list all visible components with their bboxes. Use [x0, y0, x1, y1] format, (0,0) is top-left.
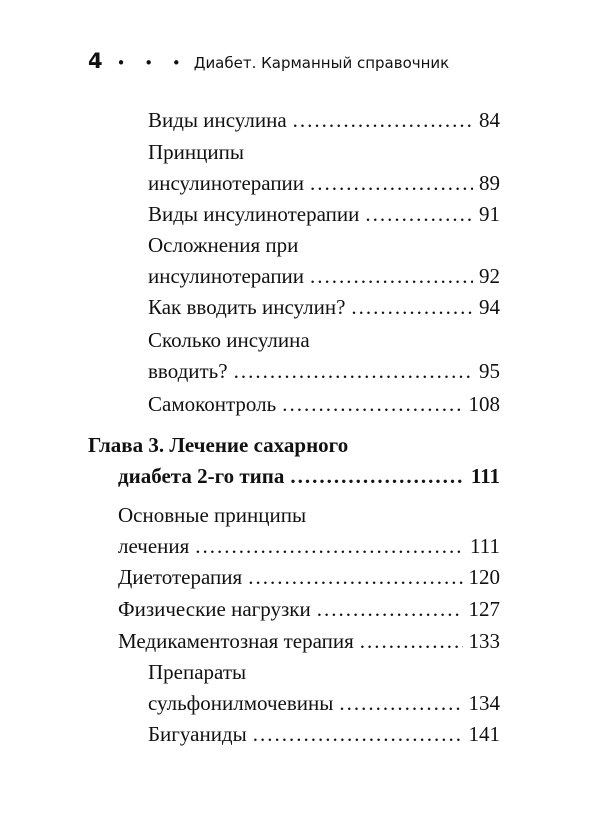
toc-page-number: 120	[468, 565, 500, 589]
toc-entry	[118, 626, 500, 657]
toc-entry-title: Бигуаниды	[148, 722, 247, 746]
page-number: 4	[88, 49, 103, 73]
toc-entry	[148, 230, 500, 292]
toc-entry-title: Как вводить инсулин?	[148, 295, 346, 319]
toc-entry	[148, 657, 500, 719]
toc-page-number: 91	[479, 202, 500, 226]
chapter-title: Глава 3. Лечение сахарного	[88, 433, 349, 457]
dot-leader	[317, 594, 463, 625]
toc-entry-title: Физические нагрузки	[118, 597, 311, 621]
toc-entry-title: Сколько инсулина	[148, 328, 310, 352]
toc-page-number: 111	[470, 534, 500, 558]
toc-entry-title: Самоконтроль	[148, 392, 277, 416]
toc-page-number: 94	[479, 295, 500, 319]
toc-entry-title-cont: инсулинотерапии	[148, 171, 305, 195]
toc-entry	[148, 389, 500, 420]
toc-page-number: 134	[468, 691, 500, 715]
dot-leader	[351, 292, 473, 323]
toc-entry-title-cont: инсулинотерапии	[148, 264, 305, 288]
dot-leader	[310, 261, 473, 292]
toc-entry	[148, 719, 500, 750]
toc-entry-title: Медикаментозная терапия	[118, 629, 354, 653]
dot-leader	[234, 356, 473, 387]
toc-entry-title: Осложнения при	[148, 233, 299, 257]
toc-entry	[148, 199, 500, 230]
dot-leader	[282, 389, 462, 420]
dot-leader	[253, 719, 463, 750]
toc-page-number: 95	[479, 359, 500, 383]
dot-leader	[360, 626, 463, 657]
dot-leader	[293, 105, 473, 136]
toc-entry-title: Основные принципы	[118, 503, 307, 527]
toc-chapter	[88, 430, 500, 492]
running-title: Диабет. Карманный справочник	[193, 54, 450, 72]
dot-leader	[339, 688, 462, 719]
toc-entry-title-cont: сульфонилмочевины	[148, 691, 334, 715]
toc-entry	[148, 325, 500, 387]
toc-entry-title: Виды инсулинотерапии	[148, 202, 360, 226]
toc-entry	[118, 562, 500, 593]
toc-page-number: 111	[470, 464, 500, 488]
toc-page-number: 89	[479, 171, 500, 195]
toc-entry-title: Препараты	[148, 660, 247, 684]
toc-page-number: 84	[479, 108, 500, 132]
toc-entry	[118, 500, 500, 562]
toc-page-number: 108	[468, 392, 500, 416]
dot-leader	[195, 531, 464, 562]
dot-leader	[248, 562, 462, 593]
toc-page-number: 133	[468, 629, 500, 653]
toc-entry	[148, 137, 500, 199]
toc-entry	[148, 105, 500, 136]
toc-entry-title-cont: вводить?	[148, 359, 228, 383]
toc-entry	[118, 594, 500, 625]
dot-leader	[290, 461, 464, 492]
chapter-title-cont: диабета 2-го типа	[118, 464, 285, 488]
header-bullets: • • •	[116, 54, 188, 72]
toc-entry-title: Принципы	[148, 140, 244, 164]
toc-page-number: 92	[479, 264, 500, 288]
toc-entry-title: Диетотерапия	[118, 565, 243, 589]
toc-entry-title-cont: лечения	[118, 534, 190, 558]
page-header	[88, 49, 449, 75]
toc-page-number: 127	[468, 597, 500, 621]
toc-entry-title: Виды инсулина	[148, 108, 287, 132]
toc-entry	[148, 292, 500, 323]
dot-leader	[365, 199, 473, 230]
toc-page-number: 141	[468, 722, 500, 746]
dot-leader	[310, 168, 473, 199]
